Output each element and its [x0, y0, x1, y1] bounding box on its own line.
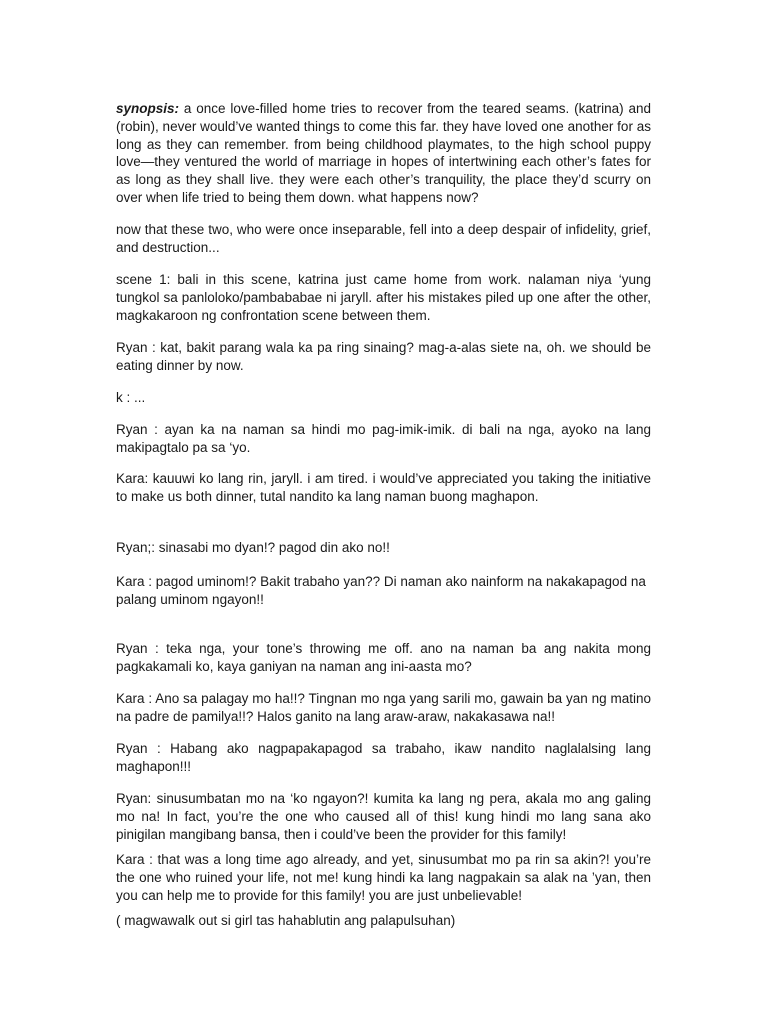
dialogue-line: Ryan : teka nga, your tone’s throwing me off. ano na naman ba ang nakita mong pagkakamali ko, kaya ganiyan na naman ang ini-aasta mo? [116, 641, 651, 674]
dialogue-line: k : ... [116, 390, 146, 405]
dialogue-line: Ryan : ayan ka na naman sa hindi mo pag-imik-imik. di bali na nga, ayoko na lang makipagtalo pa sa ‘yo. [116, 422, 651, 455]
intro-paragraph: now that these two, who were once inseparable, fell into a deep despair of infidelity, grief, and destruction... [116, 222, 651, 255]
synopsis-paragraph [116, 100, 651, 207]
dialogue-line: Ryan : Habang ako nagpapakapagod sa trabaho, ikaw nandito naglalalsing lang maghapon!!! [116, 741, 651, 774]
dialogue-line: Kara : pagod uminom!? Bakit trabaho yan?? Di naman ako nainform na nakakapagod na palang uminom ngayon!! [116, 574, 646, 607]
dialogue-line: Kara: kauuwi ko lang rin, jaryll. i am tired. i would’ve appreciated you taking the initiative to make us both dinner, tutal nandito ka lang naman buong maghapon. [116, 471, 651, 504]
synopsis-text: a once love-filled home tries to recover from the teared seams. (katrina) and (robin), never would’ve wanted things to come this far. they have loved one another for as long as they can remember. from being childhood playmates, to the high school puppy love—they ventured the world of marriage in hopes of intertwining each other’s fates for as long as they shall live. they were each other’s tranquility, the place they’d scurry on over when life tried to being them down. what happens now? [116, 101, 651, 205]
dialogue-line: Ryan;: sinasabi mo dyan!? pagod din ako no!! [116, 540, 390, 555]
stage-direction: ( magwawalk out si girl tas hahablutin ang palapulsuhan) [116, 913, 456, 928]
dialogue-line: Ryan : kat, bakit parang wala ka pa ring sinaing? mag-a-alas siete na, oh. we should be eating dinner by now. [116, 340, 651, 373]
scene-description: scene 1: bali in this scene, katrina just came home from work. nalaman niya ‘yung tungkol sa panloloko/pambababae ni jaryll. after his mistakes piled up one after the other, magkakaroon ng confrontation scene between them. [116, 272, 651, 323]
dialogue-line: Ryan: sinusumbatan mo na ‘ko ngayon?! kumita ka lang ng pera, akala mo ang galing mo na! In fact, you’re the one who caused all of this! kung hindi mo lang sana ako pinigilan mangibang bansa, then i could’ve been the provider for this family! [116, 791, 651, 842]
dialogue-line: Kara : that was a long time ago already, and yet, sinusumbat mo pa rin sa akin?! you’re the one who ruined your life, not me! kung hindi ka lang nagpakain sa alak na ’yan, then you can help me to provide for this family! you are just unbelievable! [116, 852, 651, 903]
synopsis-label: synopsis: [116, 101, 180, 116]
dialogue-line: Kara : Ano sa palagay mo ha!!? Tingnan mo nga yang sarili mo, gawain ba yan ng matino na padre de pamilya!!? Halos ganito na lang araw-araw, nakakasawa na!! [116, 691, 651, 724]
